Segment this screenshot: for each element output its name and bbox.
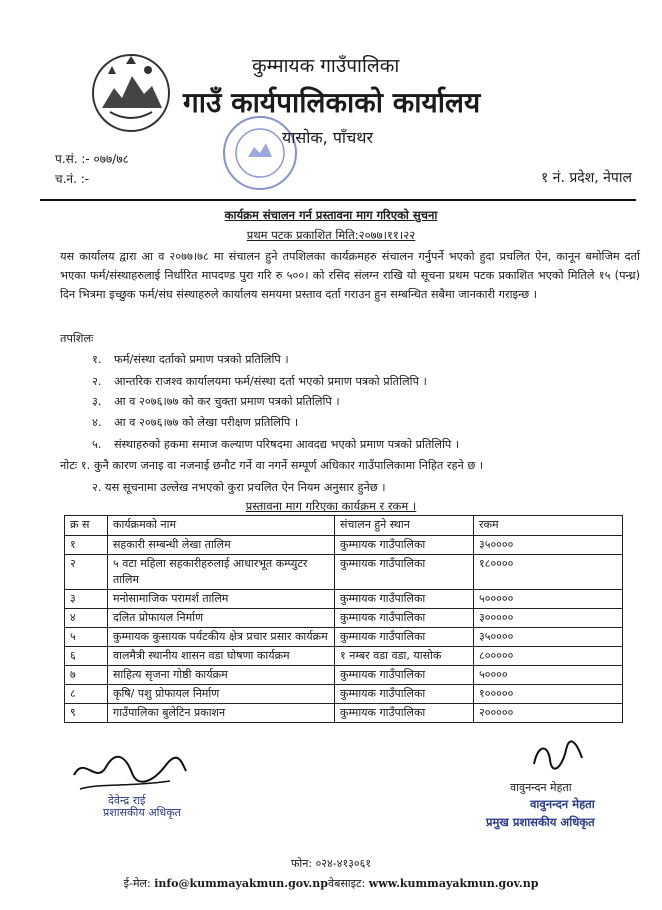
publication-date: प्रथम पटक प्रकाशित मिति:२०७७।११।२२: [246, 228, 416, 242]
cell-place: कुम्मायक गाउँपालिका: [335, 590, 474, 609]
footer-contact: [0, 876, 662, 891]
cell-sn: ४: [65, 609, 108, 628]
table-row: [65, 536, 623, 555]
letter-reference-cn: च.नं. :-: [55, 172, 90, 186]
province-label: १ नं. प्रदेश, नेपाल: [540, 170, 632, 186]
table-row: [65, 628, 623, 647]
cell-amount: ३५००००: [474, 536, 623, 555]
website-label: वेबसाइट:: [327, 877, 366, 890]
table-row: [65, 609, 623, 628]
cell-sn: ८: [65, 685, 108, 704]
requirement-item: ३. आ व २०७६।७७ को कर चुक्ता प्रमाण पत्रको प्रतिलिपि ।: [92, 395, 340, 408]
cell-sn: ७: [65, 666, 108, 685]
left-signatory-title: प्रशासकीय अधिकृत: [103, 806, 181, 819]
cell-place: कुम्मायक गाउँपालिका: [335, 685, 474, 704]
cell-amount: ३०००००: [474, 609, 623, 628]
header-program-name: कार्यक्रमको नाम: [108, 516, 335, 536]
cell-place: कुम्मायक गाउँपालिका: [335, 628, 474, 647]
cell-place: कुम्मायक गाउँपालिका: [335, 536, 474, 555]
left-signatory-name: देवेन्द्र राई: [108, 794, 146, 807]
cell-sn: ६: [65, 647, 108, 666]
table-row: [65, 685, 623, 704]
note-one: नोटः १. कुनै कारण जनाइ वा नजनाई छनौट गर्ने वा नगर्ने सम्पूर्ण अधिकार गाउँपालिकामा निहित रहने छ ।: [60, 459, 484, 472]
requirement-item: ४. आ व २०७६।७७ को लेखा परीक्षण प्रतिलिपि ।: [92, 416, 299, 429]
notice-body: यस कार्यालय द्वारा आ व २०७७।७८ मा संचालन हुने तपशिलका कार्यक्रमहरु संचालन गर्नुपर्ने भएको हुदा प्रचलित ऐन, कानून बमोजिम दर्ता भएका फर्म/संस्थाहरुलाई निर्धारित मापदण्ड पुरा गरि रु ५००। को रसिद संलग्न राखि यो सूचना प्रथम पटक प्रकाशित भएको मितिले १५ (पन्ध्र) दिन भित्रमा इच्छुक फर्म/संघ संस्थाहरुले कार्यालय समयमा प्रस्ताव दर्ता गराउन हुन सम्बन्धित सबैमा जानकारी गराइन्छ ।: [60, 250, 640, 301]
cell-program-name: कृषि/ पशु प्रोफायल निर्माण: [108, 685, 335, 704]
cell-amount: १८००००: [474, 555, 623, 590]
cell-program-name: मनोसामाजिक परामर्श तालिम: [108, 590, 335, 609]
requirement-item: १. फर्म/संस्था दर्ताको प्रमाण पत्रको प्रतिलिपि ।: [92, 353, 289, 366]
cell-sn: ५: [65, 628, 108, 647]
cell-place: १ नम्बर वडा वडा, यासोक: [335, 647, 474, 666]
details-label: तपशिलः: [60, 332, 94, 345]
header-divider: [40, 199, 636, 201]
cell-sn: २: [65, 555, 108, 590]
cell-program-name: सहकारी सम्बन्धी लेखा तालिम: [108, 536, 335, 555]
email-label: ई-मेल:: [123, 877, 151, 890]
office-name: गाउँ कार्यपालिकाको कार्यालय: [183, 86, 481, 119]
office-stamp-icon: [220, 113, 300, 193]
cell-program-name: वालमैत्री स्थानीय शासन वडा घोषणा कार्यक्रम: [108, 647, 335, 666]
cell-sn: ९: [65, 704, 108, 723]
cell-sn: ३: [65, 590, 108, 609]
header-place: संचालन हुने स्थान: [335, 516, 474, 536]
requirement-item: २. आन्तरिक राजश्व कार्यालयमा फर्म/संस्था दर्ता भएको प्रमाण पत्रको प्रतिलिपि ।: [92, 375, 427, 388]
cell-place: कुम्मायक गाउँपालिका: [335, 609, 474, 628]
cell-program-name: कुम्मायक कुसायक पर्यटकीय क्षेत्र प्रचार प्रसार कार्यक्रम: [108, 628, 335, 647]
cell-place: कुम्मायक गाउँपालिका: [335, 704, 474, 723]
cell-amount: २०००००: [474, 704, 623, 723]
header-amount: रकम: [474, 516, 623, 536]
cell-program-name: गाउँपालिका बुलेटिन प्रकाशन: [108, 704, 335, 723]
programs-table: [64, 515, 623, 723]
notice-title: कार्यक्रम संचालन गर्न प्रस्तावना माग गरिएको सुचना: [224, 208, 438, 222]
nepal-emblem-icon: [90, 52, 172, 134]
letter-reference-ps: प.सं. :- ०७७/७८: [55, 152, 129, 166]
table-row: [65, 647, 623, 666]
cell-place: कुम्मायक गाउँपालिका: [335, 666, 474, 685]
cell-amount: १०००००: [474, 685, 623, 704]
footer-phone: फोन: ०२४-४१३०६१: [290, 857, 372, 870]
table-caption: प्रस्तावना माग गरिएका कार्यक्रम र रकम ।: [245, 499, 417, 513]
cell-program-name: साहित्य सृजना गोष्ठी कार्यक्रम: [108, 666, 335, 685]
cell-amount: ८०००००: [474, 647, 623, 666]
cell-amount: ५०००००: [474, 590, 623, 609]
cell-amount: ३५००००: [474, 628, 623, 647]
note-two: २. यस सूचनामा उल्लेख नभएको कुरा प्रचलित ऐन नियम अनुसार हुनेछ ।: [92, 481, 386, 494]
right-signatory-title: प्रमुख प्रशासकीय अधिकृत: [486, 815, 595, 829]
email-link[interactable]: info@kummayakmun.gov.np: [154, 877, 328, 890]
office-address: यासोक, पाँचथर: [282, 128, 374, 147]
cell-place: कुम्मायक गाउँपालिका: [335, 555, 474, 590]
cell-program-name: ५ वटा महिला सहकारीहरुलाई आधारभूत कम्प्युटर तालिम: [108, 555, 335, 590]
right-signature-icon: [528, 738, 586, 776]
table-header-row: [65, 516, 623, 536]
cell-amount: ५००००: [474, 666, 623, 685]
cell-program-name: दलित प्रोफायल निर्माण: [108, 609, 335, 628]
requirement-item: ५. संस्थाहरुको हकमा समाज कल्याण परिषदमा आवदद्य भएको प्रमाण पत्रको प्रतिलिपि ।: [92, 438, 460, 451]
table-row: [65, 555, 623, 590]
website-link[interactable]: www.kummayakmun.gov.np: [368, 877, 539, 890]
right-signatory-stamp-name: वावुनन्दन मेहता: [530, 797, 595, 811]
table-row: [65, 590, 623, 609]
table-row: [65, 704, 623, 723]
left-signature-icon: [70, 745, 190, 795]
municipality-name: कुम्मायक गाउँपालिका: [252, 55, 400, 77]
header-sn: क्र स: [65, 516, 108, 536]
right-signatory-name: वावुनन्दन मेहता: [510, 781, 572, 794]
table-row: [65, 666, 623, 685]
cell-sn: १: [65, 536, 108, 555]
